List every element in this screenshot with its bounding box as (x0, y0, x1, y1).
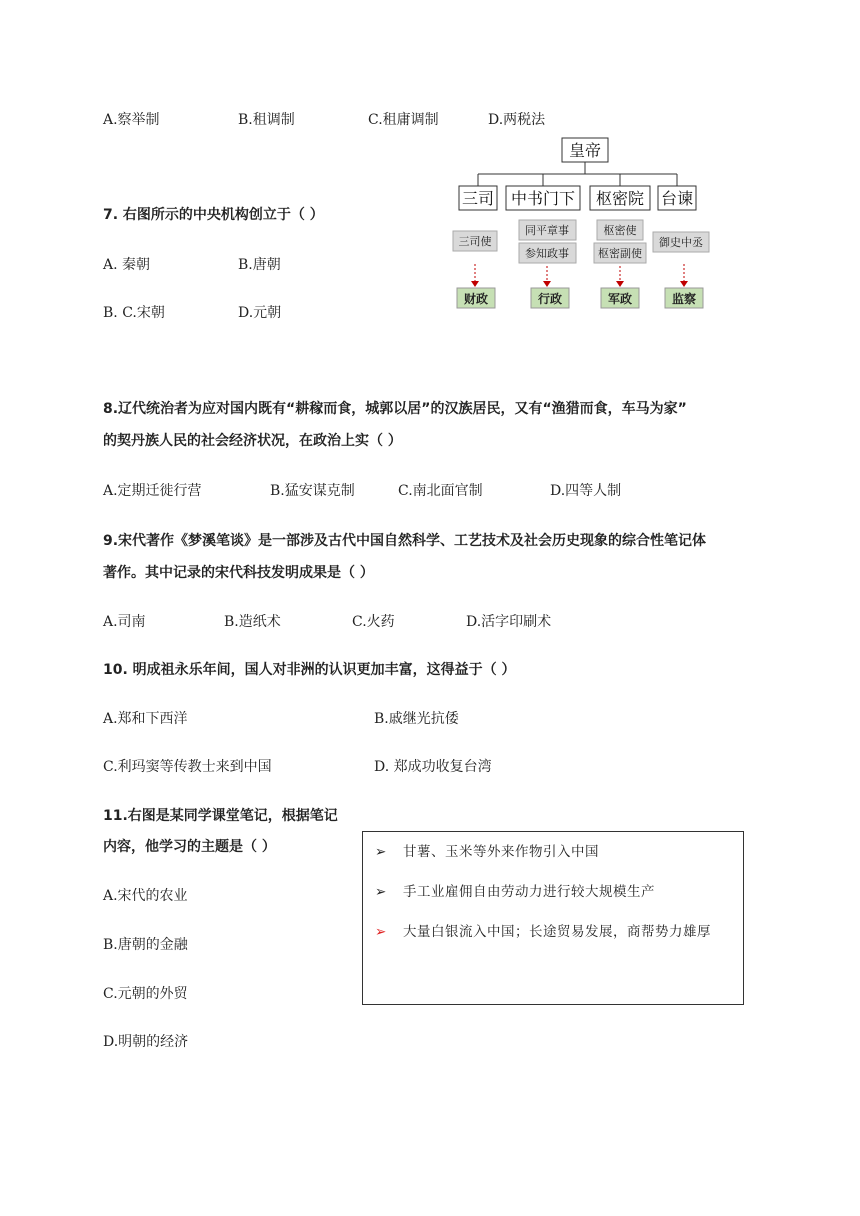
dept-label-shumi: 枢密院 (595, 189, 645, 208)
official-yushizhongcheng: 御史中丞 (659, 236, 703, 249)
arrow-head (616, 281, 624, 287)
q6-option-b: B.租调制 (238, 112, 295, 128)
q10-option-c: C.利玛窦等传教士来到中国 (103, 759, 272, 775)
dept-label-zhongshu: 中书门下 (510, 189, 576, 208)
q6-option-c: C.租庸调制 (368, 112, 439, 128)
q11-option-d: D.明朝的经济 (103, 1034, 189, 1050)
note-text: 手工业雇佣自由劳动力进行较大规模生产 (403, 884, 655, 900)
q11-stem-line1: 11.右图是某同学课堂笔记，根据笔记 (103, 808, 338, 824)
dept-label-taijian: 台谏 (660, 189, 694, 208)
q10-option-d: D. 郑成功收复台湾 (374, 759, 492, 775)
official-tongpingzhangshi: 同平章事 (525, 224, 569, 237)
function-finance: 财政 (463, 292, 489, 306)
q8-option-a: A.定期迁徙行营 (103, 483, 202, 499)
q6-option-d: D.两税法 (488, 112, 546, 128)
function-supervision: 监察 (671, 292, 697, 306)
q7-option-c: B. C.宋朝 (103, 305, 165, 321)
class-notes-box (362, 831, 744, 1005)
q10-stem: 10. 明成祖永乐年间，国人对非洲的认识更加丰富，这得益于（ ） (103, 662, 516, 678)
q8-stem-line1: 8.辽代统治者为应对国内既有“耕稼而食，城郭以居”的汉族居民，又有“渔猎而食，车马为家” (103, 401, 687, 417)
q7-stem: 7. 右图所示的中央机构创立于（ ） (103, 207, 324, 223)
official-shumifushi: 枢密副使 (598, 247, 642, 260)
function-military: 军政 (607, 292, 633, 306)
official-canzhizhengshi: 参知政事 (525, 247, 569, 260)
q8-stem-line2: 的契丹族人民的社会经济状况，在政治上实（ ） (103, 433, 402, 449)
q8-option-d: D.四等人制 (550, 483, 622, 499)
q8-option-b: B.猛安谋克制 (270, 483, 355, 499)
q9-option-b: B.造纸术 (224, 614, 281, 630)
q7-option-a: A. 秦朝 (103, 257, 151, 273)
q6-option-a: A.察举制 (103, 112, 160, 128)
arrow-head (680, 281, 688, 287)
q11-option-b: B.唐朝的金融 (103, 937, 188, 953)
q10-option-a: A.郑和下西洋 (103, 711, 188, 727)
q10-option-b: B.戚继光抗倭 (374, 711, 459, 727)
bullet-arrow-icon: ➢ (375, 884, 387, 900)
note-text: 甘薯、玉米等外来作物引入中国 (403, 844, 599, 860)
q9-option-d: D.活字印刷术 (466, 614, 552, 630)
q8-option-c: C.南北面官制 (398, 483, 483, 499)
note-text: 大量白银流入中国；长途贸易发展，商帮势力雄厚 (403, 924, 711, 940)
q9-stem-line2: 著作。其中记录的宋代科技发明成果是（ ） (103, 565, 374, 581)
q9-option-a: A.司南 (103, 614, 146, 630)
q7-option-b: B.唐朝 (238, 257, 281, 273)
q11-stem-line2: 内容，他学习的主题是（ ） (103, 839, 276, 855)
emperor-label: 皇帝 (568, 141, 602, 160)
dept-label-sansi: 三司 (461, 189, 495, 208)
bullet-arrow-icon: ➢ (375, 844, 387, 860)
arrow-head (471, 281, 479, 287)
bullet-arrow-icon: ➢ (375, 924, 387, 940)
q9-option-c: C.火药 (352, 614, 395, 630)
arrow-head (543, 281, 551, 287)
function-administration: 行政 (537, 292, 563, 306)
song-central-government-diagram (440, 130, 730, 315)
official-shumishi: 枢密使 (603, 224, 637, 237)
q11-option-c: C.元朝的外贸 (103, 986, 188, 1002)
q11-option-a: A.宋代的农业 (103, 888, 188, 904)
q7-option-d: D.元朝 (238, 305, 282, 321)
q9-stem-line1: 9.宋代著作《梦溪笔谈》是一部涉及古代中国自然科学、工艺技术及社会历史现象的综合性笔记体 (103, 533, 707, 549)
official-sansi-shi: 三司使 (458, 235, 492, 248)
